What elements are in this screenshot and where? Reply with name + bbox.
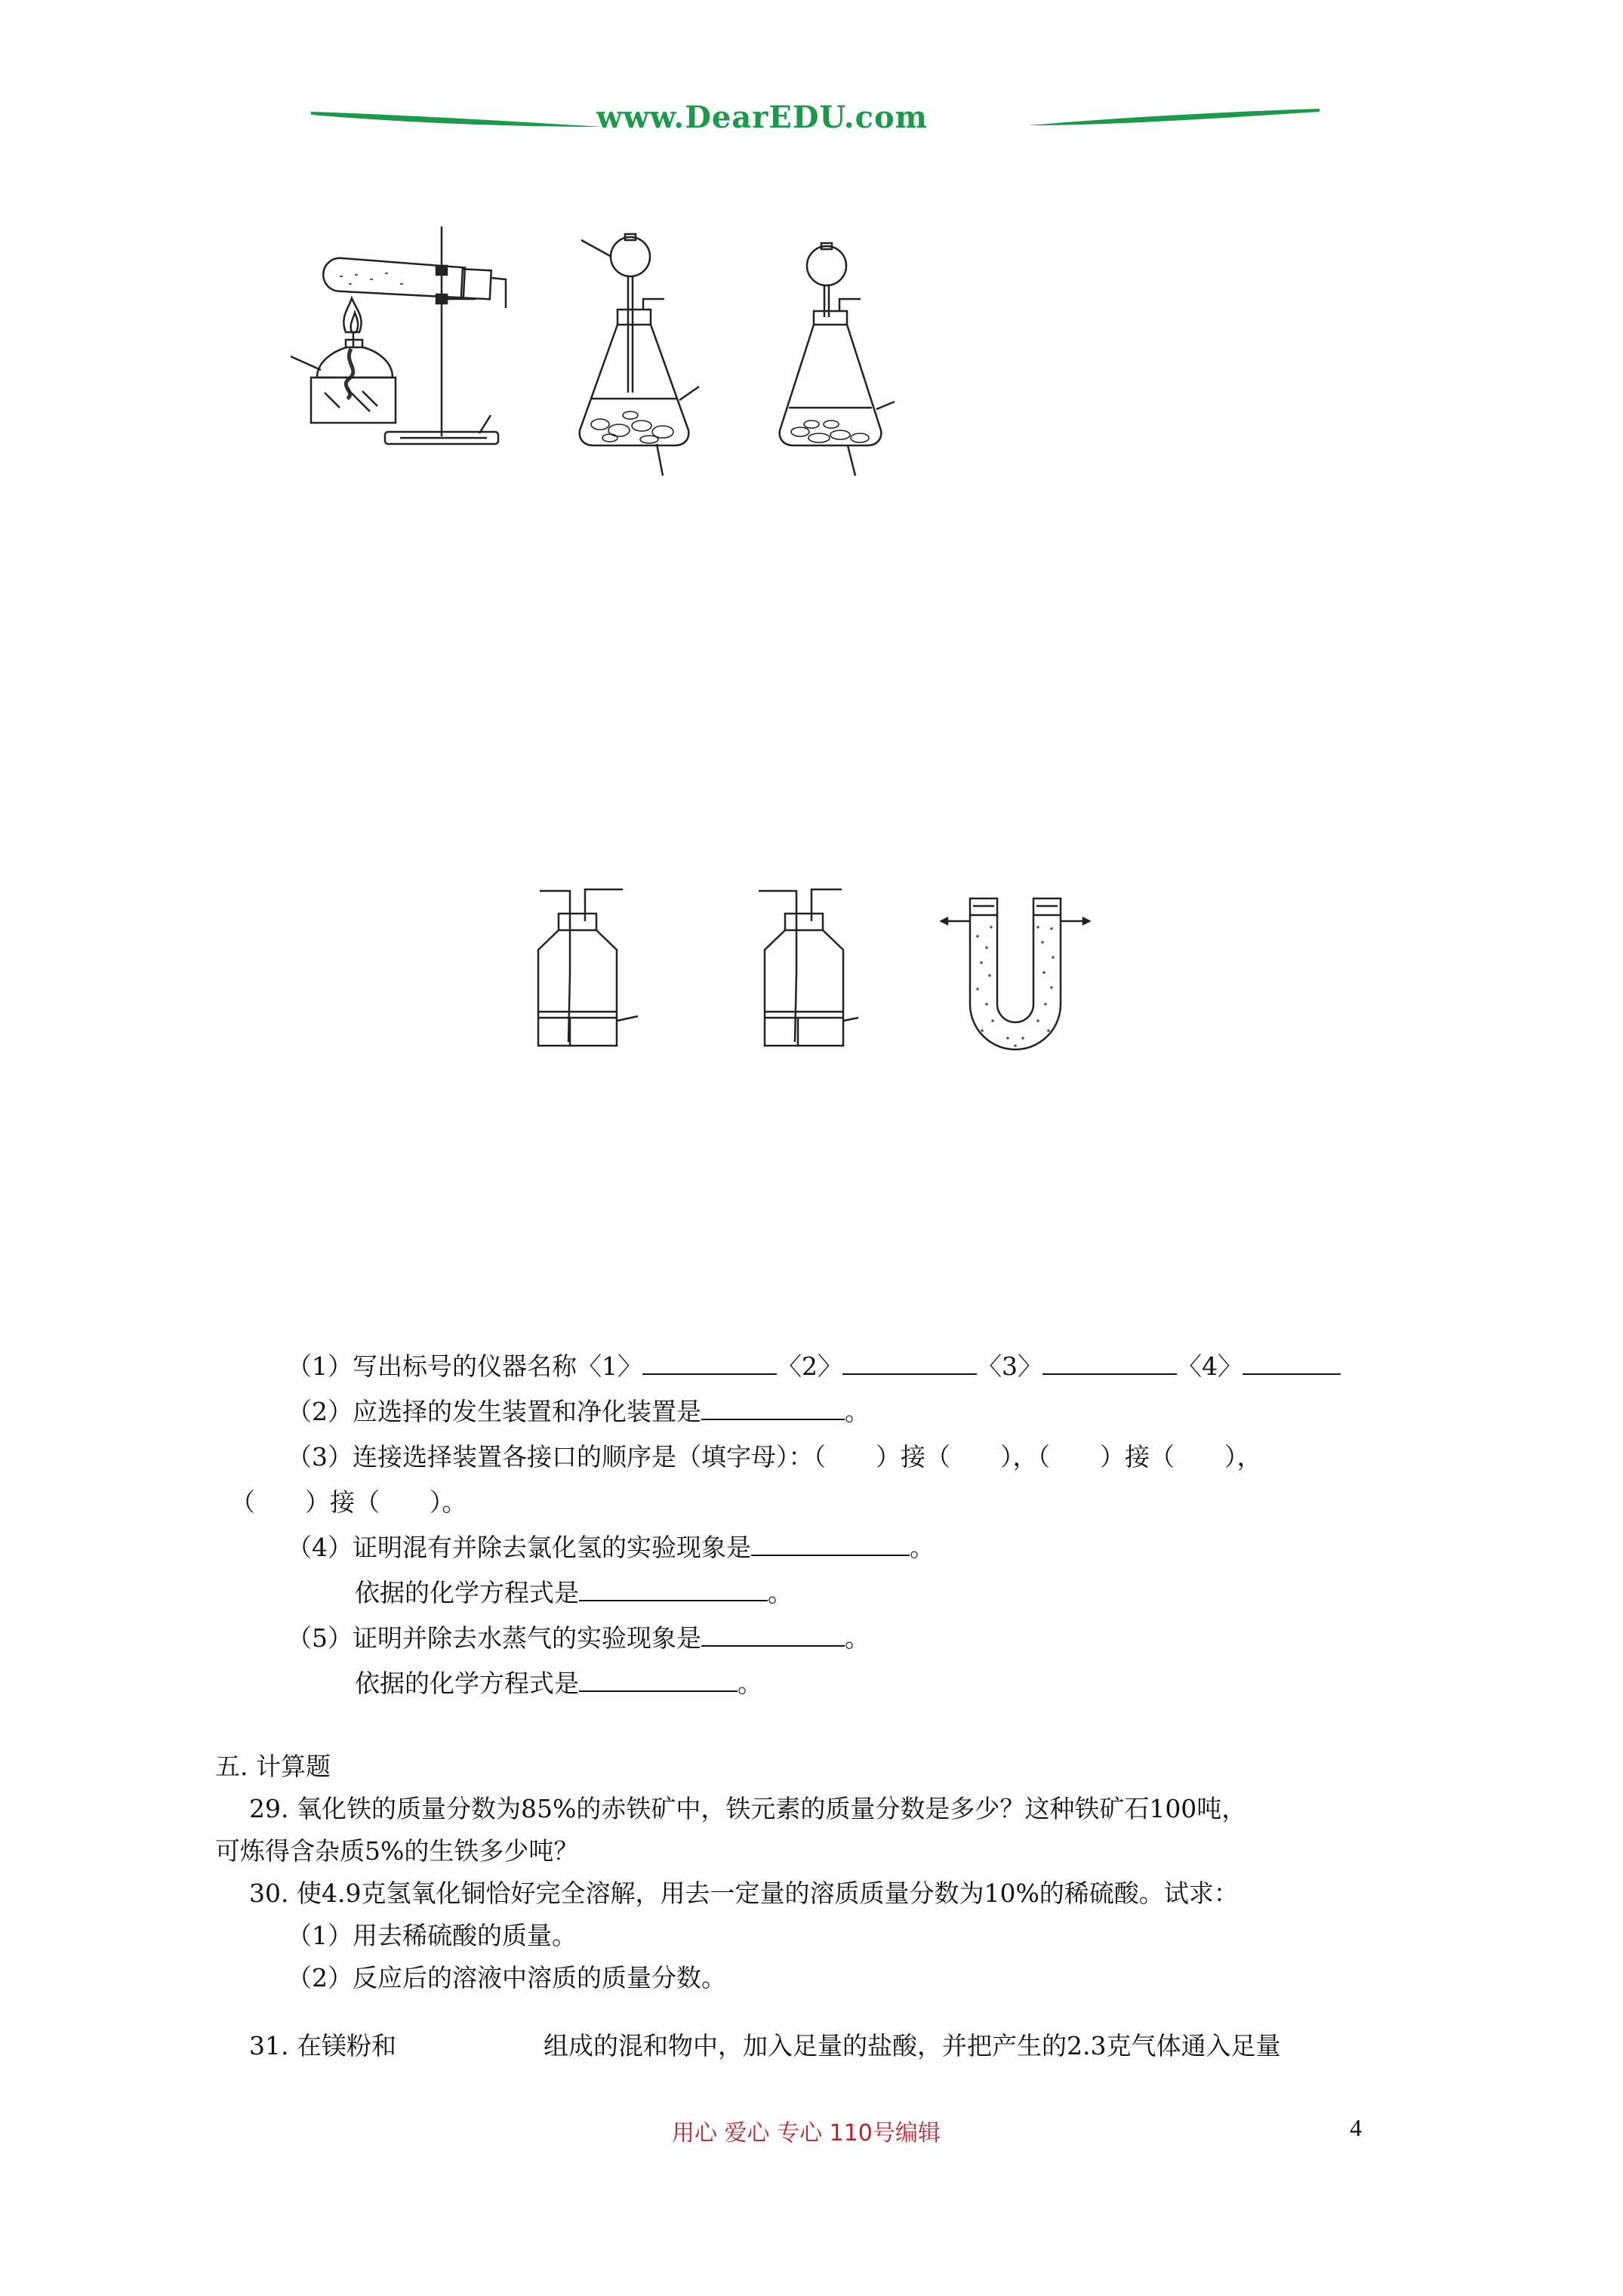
gas-washing-bottle-2 bbox=[751, 883, 887, 1057]
answer-blank[interactable] bbox=[579, 1669, 738, 1692]
question-31-part-2: 组成的混和物中，加入足量的盐酸，并把产生的2.3克气体通入足量 bbox=[544, 2031, 1281, 2060]
question-5: （5）证明并除去水蒸气的实验现象是 。 bbox=[287, 1623, 870, 1653]
gas-washing-bottle-1 bbox=[525, 883, 661, 1057]
logo-swoosh-right bbox=[1027, 104, 1321, 134]
answer-blank[interactable] bbox=[701, 1624, 845, 1647]
answer-blank[interactable] bbox=[701, 1398, 845, 1420]
question-4-equation: 依据的化学方程式是 。 bbox=[355, 1578, 793, 1607]
footer-text: 用心 爱心 专心 110号编辑 bbox=[672, 2120, 941, 2147]
logo-swoosh-left bbox=[310, 104, 604, 134]
answer-blank[interactable] bbox=[751, 1533, 910, 1556]
question-30-sub-2: （2）反应后的溶液中溶质的质量分数。 bbox=[287, 1963, 726, 1992]
question-29-line-1: 29. 氧化铁的质量分数为85%的赤铁矿中，铁元素的质量分数是多少？这种铁矿石100吨， bbox=[249, 1794, 1247, 1823]
question-4: （4）证明混有并除去氯化氢的实验现象是 。 bbox=[287, 1533, 935, 1562]
question-1: （1）写出标号的仪器名称〈1〉 〈2〉 〈3〉 〈4〉 bbox=[287, 1351, 1341, 1382]
answer-blank[interactable] bbox=[642, 1352, 777, 1375]
answer-blank[interactable] bbox=[1243, 1352, 1341, 1375]
flask-with-funnel-apparatus-2 bbox=[766, 227, 910, 483]
question-3: （3）连接选择装置各接口的顺序是（填字母）：（ ）接（ ），（ ）接（ ）， bbox=[287, 1442, 1262, 1472]
question-2: （2）应选择的发生装置和净化装置是 。 bbox=[287, 1397, 870, 1426]
answer-blank[interactable] bbox=[579, 1579, 768, 1601]
answer-blank[interactable] bbox=[842, 1352, 977, 1375]
question-30-sub-1: （1）用去稀硫酸的质量。 bbox=[287, 1921, 577, 1950]
page-number: 4 bbox=[1350, 2114, 1362, 2141]
logo-text: www.DearEDU.com bbox=[596, 100, 929, 135]
answer-blank[interactable] bbox=[1042, 1352, 1177, 1375]
question-30-line-1: 30. 使4.9克氢氧化铜恰好完全溶解，用去一定量的溶质质量分数为10%的稀硫酸。试求： bbox=[249, 1878, 1239, 1908]
question-5-equation: 依据的化学方程式是 。 bbox=[355, 1669, 762, 1698]
question-31-part-1: 31. 在镁粉和 bbox=[249, 2031, 396, 2060]
u-tube-drying bbox=[940, 891, 1091, 1072]
heating-test-tube-apparatus bbox=[287, 219, 528, 461]
flask-with-funnel-apparatus-1 bbox=[574, 227, 717, 483]
question-29-line-2: 可炼得含杂质5%的生铁多少吨？ bbox=[215, 1836, 579, 1866]
section-title: 五. 计算题 bbox=[215, 1752, 331, 1781]
question-3-continued: （ ）接（ ）。 bbox=[230, 1487, 467, 1517]
